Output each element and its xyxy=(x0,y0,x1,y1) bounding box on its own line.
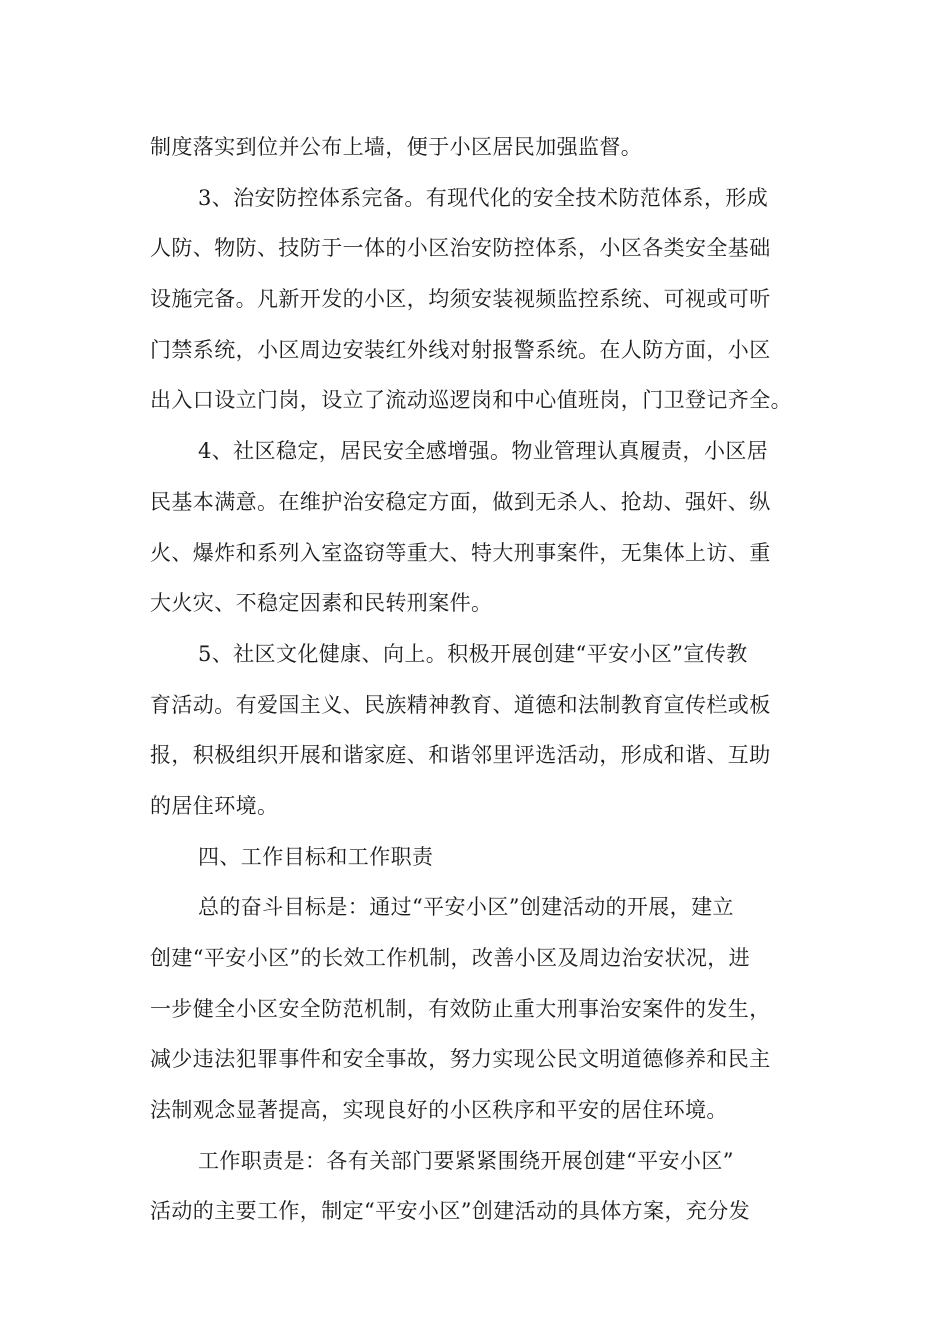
text-line: 出入口设立门岗，设立了流动巡逻岗和中心值班岗，门卫登记齐全。 xyxy=(150,388,792,413)
section-4-heading-line: 4、社区稳定，居民安全感增强。物业管理认真履责，小区居 xyxy=(198,439,769,464)
text-line: 活动的主要工作，制定“平安小区”创建活动的具体方案，充分发 xyxy=(150,1199,751,1224)
text-line: 创建“平安小区”的长效工作机制，改善小区及周边治安状况，进 xyxy=(150,946,751,970)
text-line: 火、爆炸和系列入室盗窃等重大、特大刑事案件，无集体上访、重 xyxy=(150,540,771,565)
document-page xyxy=(150,122,810,1237)
text-line: 民基本满意。在维护治安稳定方面，做到无杀人、抢劫、强奸、纵 xyxy=(150,489,771,514)
text-line: 制度落实到位并公布上墙，便于小区居民加强监督。 xyxy=(150,135,643,159)
text-line: 人防、物防、技防于一体的小区治安防控体系，小区各类安全基础 xyxy=(150,236,771,261)
text-line: 报，积极组织开展和谐家庭、和谐邻里评选活动，形成和谐、互助 xyxy=(150,743,771,768)
text-line: 大火灾、不稳定因素和民转刑案件。 xyxy=(150,591,493,616)
section-5-heading-line: 5、社区文化健康、向上。积极开展创建“平安小区”宣传教 xyxy=(198,641,748,666)
chapter-4-heading: 四、工作目标和工作职责 xyxy=(198,844,434,869)
text-line: 育活动。有爱国主义、民族精神教育、道德和法制教育宣传栏或板 xyxy=(150,692,771,717)
text-line: 法制观念显著提高，实现良好的小区秩序和平安的居住环境。 xyxy=(150,1098,728,1123)
text-line: 门禁系统，小区周边安装红外线对射报警系统。在人防方面，小区 xyxy=(150,337,771,362)
text-line: 设施完备。凡新开发的小区，均须安装视频监控系统、可视或可听 xyxy=(150,287,771,312)
text-line: 的居住环境。 xyxy=(150,793,279,818)
text-line: 减少违法犯罪事件和安全事故，努力实现公民文明道德修养和民主 xyxy=(150,1047,771,1072)
duty-paragraph-start: 工作职责是：各有关部门要紧紧围绕开展创建“平安小区” xyxy=(198,1148,734,1173)
goal-paragraph-start: 总的奋斗目标是：通过“平安小区”创建活动的开展，建立 xyxy=(198,895,734,920)
section-3-heading-line: 3、治安防控体系完备。有现代化的安全技术防范体系，形成 xyxy=(198,185,769,210)
text-line: 一步健全小区安全防范机制，有效防止重大刑事治安案件的发生， xyxy=(150,996,771,1021)
